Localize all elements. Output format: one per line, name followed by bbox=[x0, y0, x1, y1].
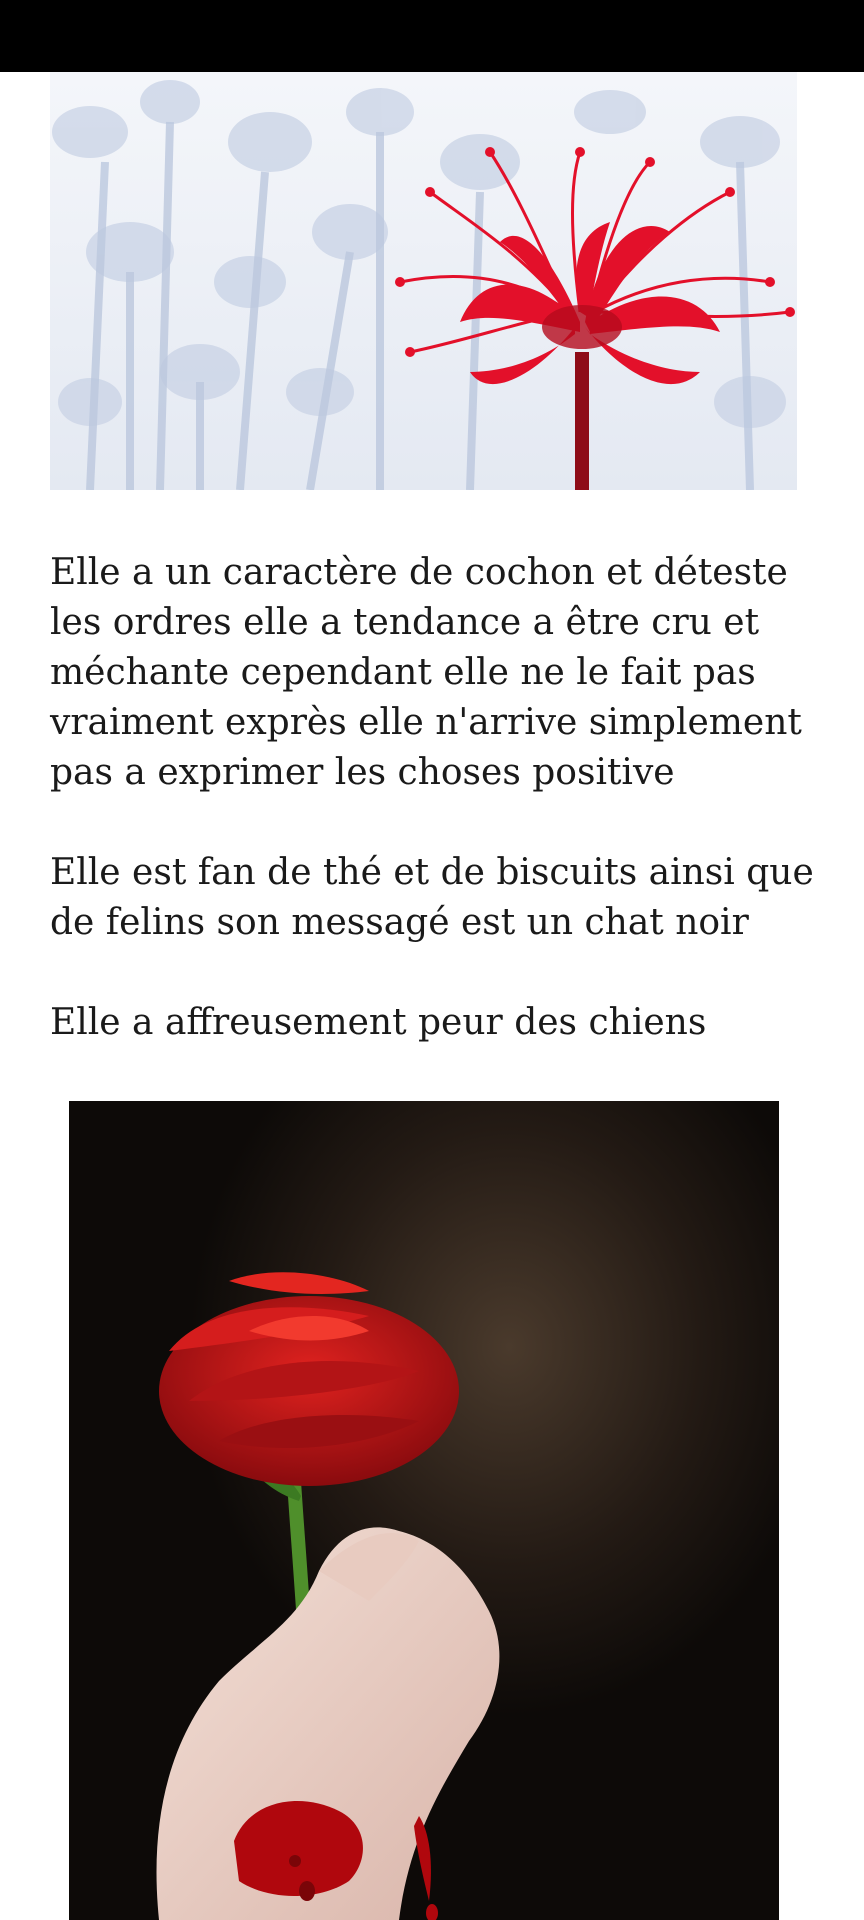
profile-text bbox=[50, 548, 820, 1098]
bleeding-hand-with-rose-icon bbox=[69, 1101, 779, 1920]
bleeding-hand-rose-image bbox=[69, 1101, 779, 1920]
paragraph-fears: Elle a affreusement peur des chiens bbox=[50, 1002, 707, 1043]
red-spider-lily-icon bbox=[50, 72, 797, 490]
red-spider-lily-image bbox=[50, 72, 797, 490]
status-bar bbox=[0, 0, 864, 72]
paragraph-personality: Elle a un caractère de cochon et déteste les ordres elle a tendance a être cru et méchante cependant elle ne le fait pas vraiment exprès elle n'arrive simplement pas a exprimer les choses positive bbox=[50, 552, 802, 793]
paragraph-likes: Elle est fan de thé et de biscuits ainsi que de felins son messagé est un chat noir bbox=[50, 852, 814, 943]
